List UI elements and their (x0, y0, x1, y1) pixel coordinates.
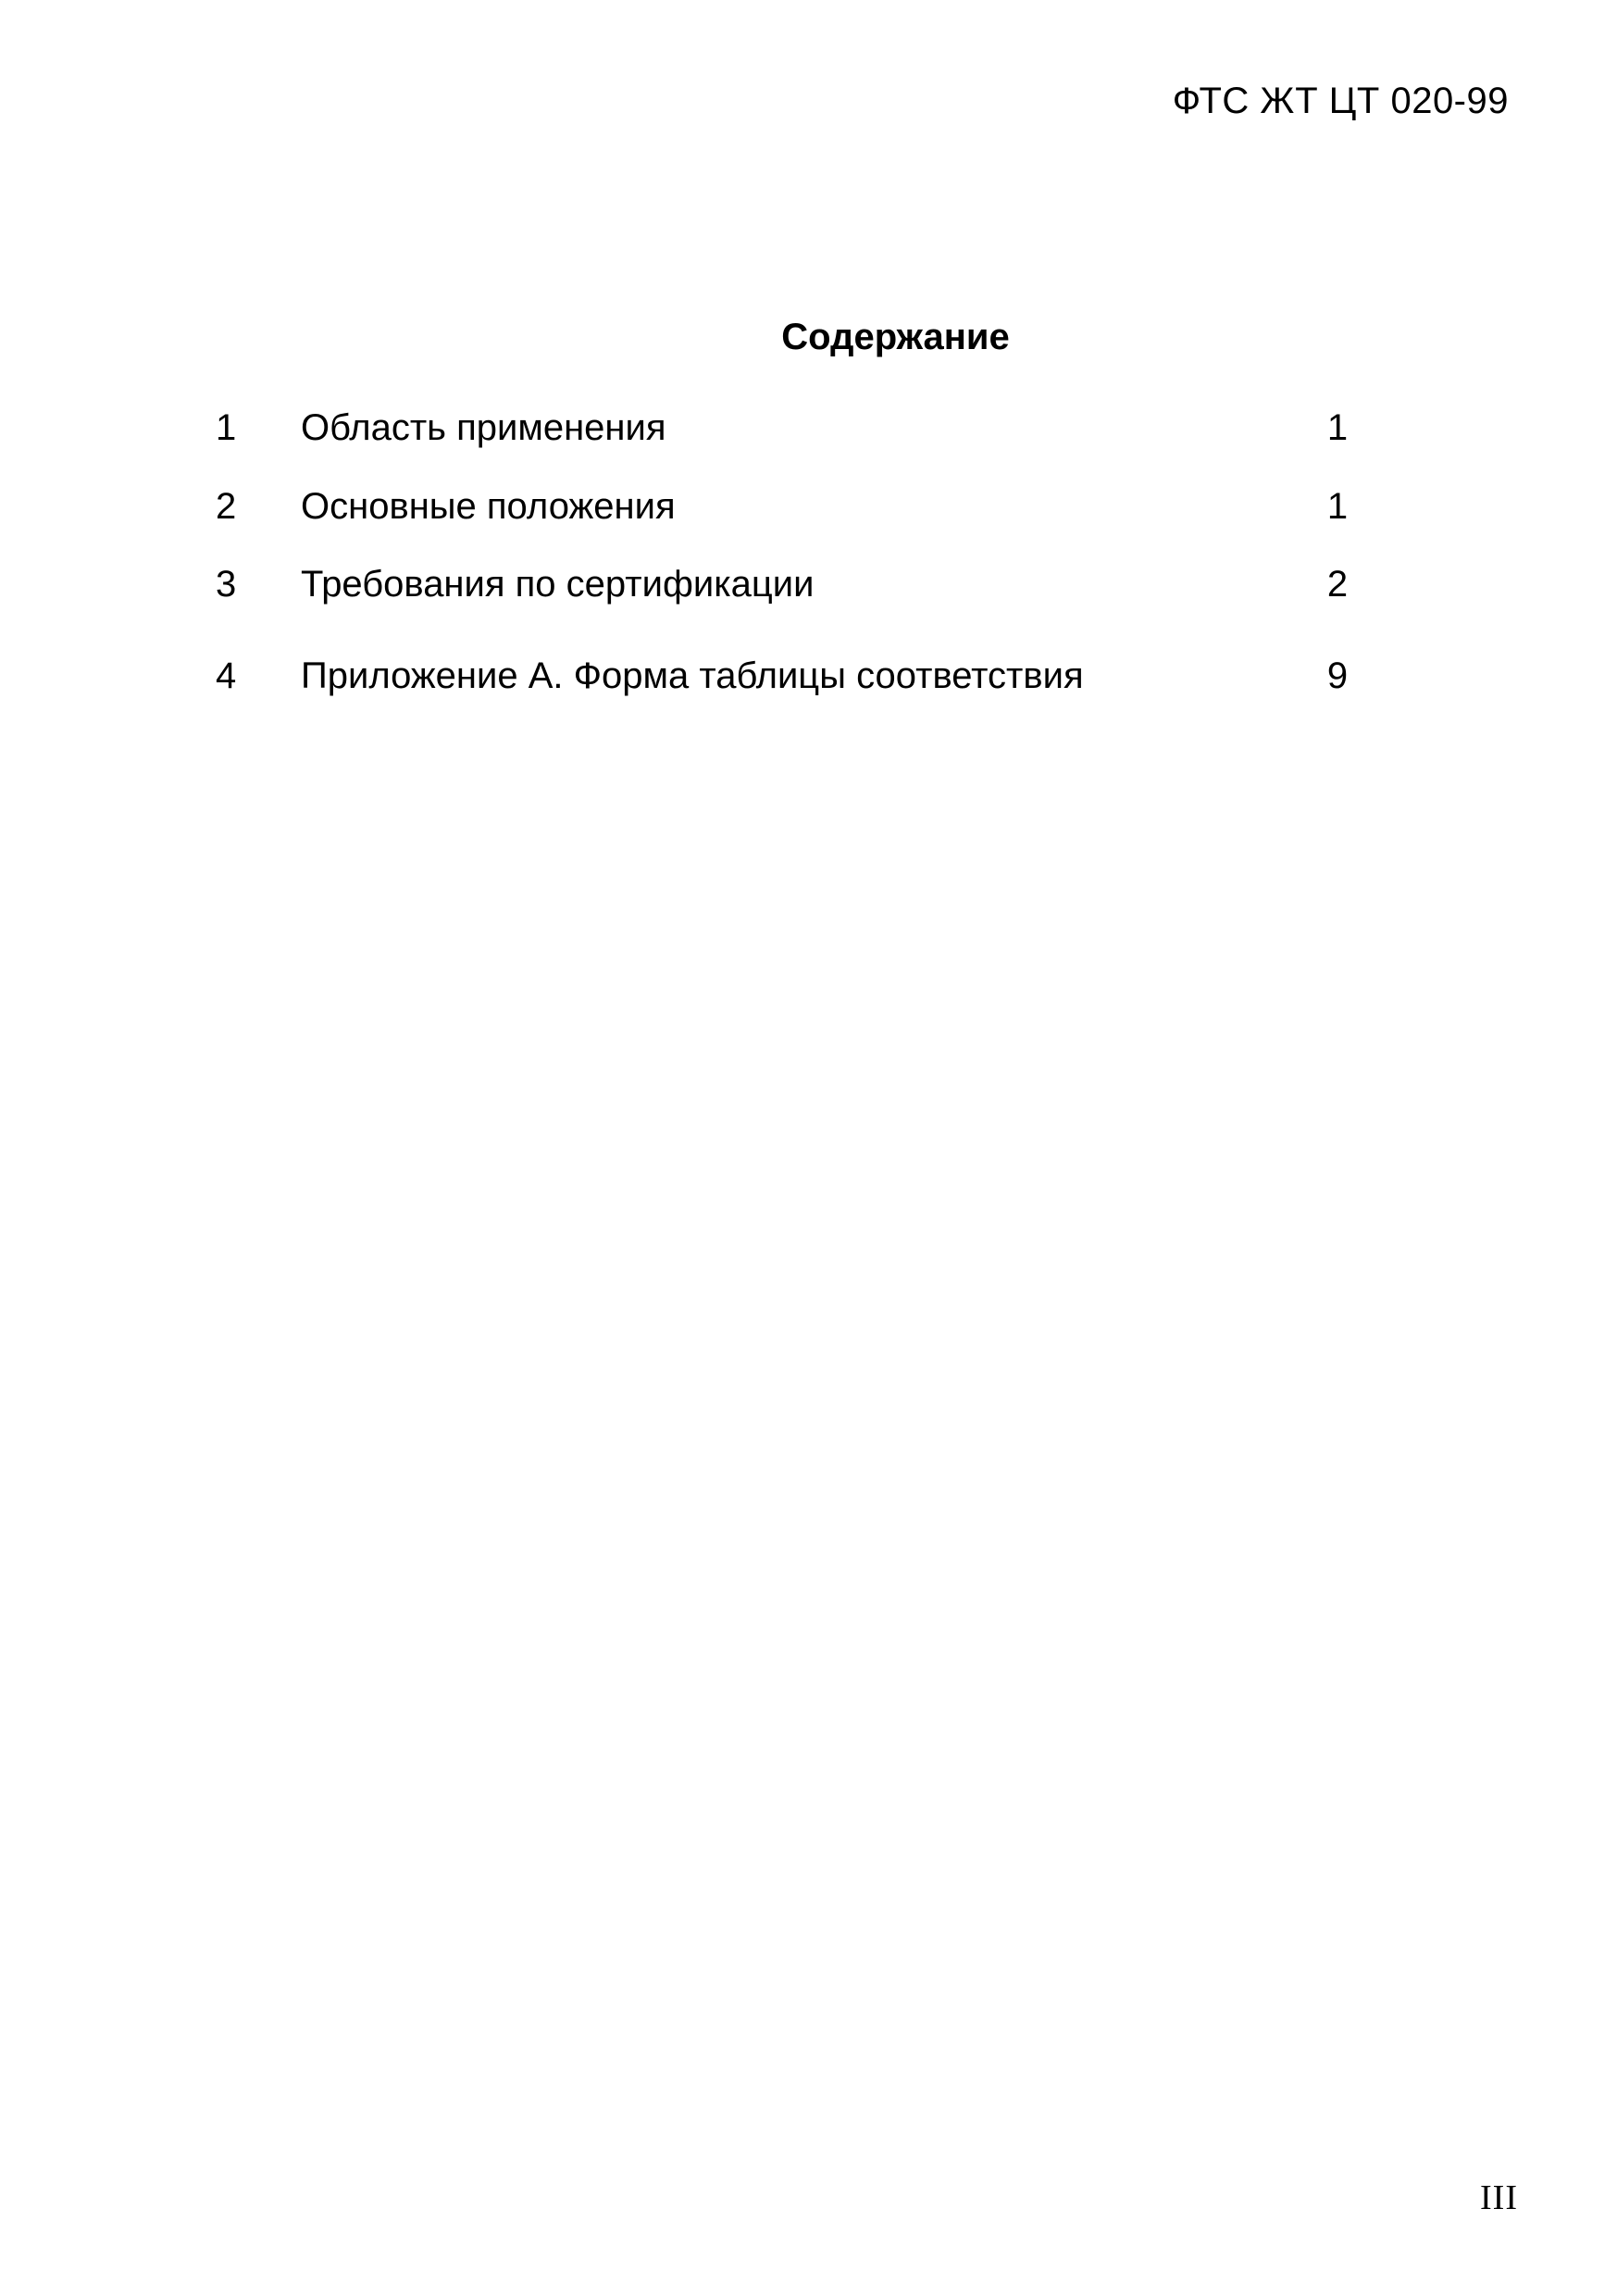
toc-entry-number: 1 (216, 407, 237, 448)
document-code: ФТС ЖТ ЦТ 020-99 (1172, 81, 1509, 121)
toc-entry-page: 2 (1326, 564, 1349, 605)
toc-entry[interactable] (0, 652, 1617, 700)
toc-entry-number: 2 (216, 486, 237, 527)
toc-heading: Содержание (781, 317, 1010, 357)
toc-entry-page: 1 (1326, 486, 1349, 527)
toc-entry[interactable] (0, 404, 1617, 452)
toc-entry-number: 4 (216, 655, 237, 696)
toc-entry-title: Область применения (301, 407, 666, 448)
toc-entry-title: Приложение А. Форма таблицы соответствия (301, 655, 1084, 696)
toc-entry-title: Основные положения (301, 486, 676, 527)
toc-entry[interactable] (0, 482, 1617, 530)
page-number: III (1480, 2178, 1518, 2217)
toc-entry-title: Требования по сертификации (301, 564, 815, 605)
toc-entry[interactable] (0, 560, 1617, 608)
toc-entry-page: 9 (1326, 655, 1349, 696)
toc-entry-page: 1 (1326, 407, 1349, 448)
toc-entry-number: 3 (216, 564, 237, 605)
